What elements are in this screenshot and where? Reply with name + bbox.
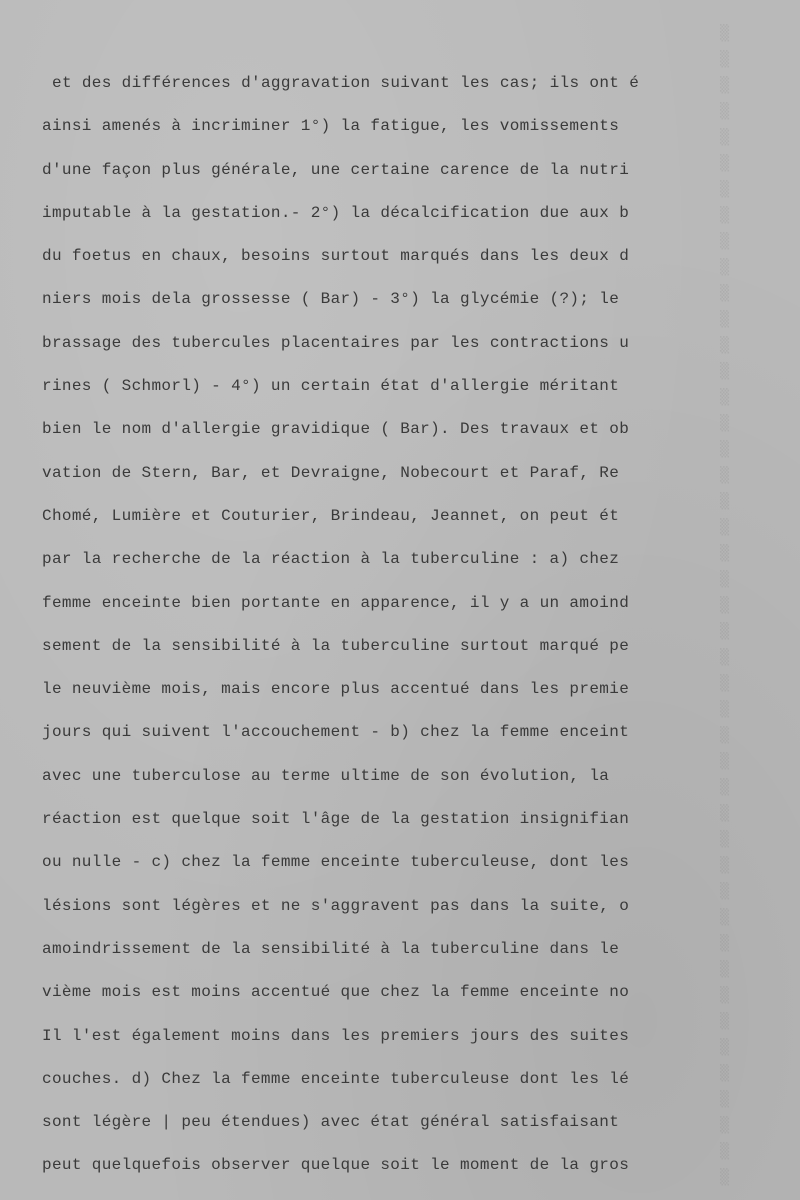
text-line: rines ( Schmorl) - 4°) un certain état d'allergie méritant <box>42 377 620 396</box>
typewritten-text-block <box>42 62 800 1188</box>
text-line: couches. d) Chez la femme enceinte tuberculeuse dont les lé <box>42 1069 630 1088</box>
text-line: le neuvième mois, mais encore plus accentué dans les premie <box>42 680 630 699</box>
text-line: peut quelquefois observer quelque soit le moment de la gros <box>42 1156 630 1175</box>
text-line: d'une façon plus générale, une certaine carence de la nutri <box>42 160 630 179</box>
text-line: amoindrissement de la sensibilité à la tuberculine dans le <box>42 939 620 958</box>
text-line: imputable à la gestation.- 2°) la décalcification due aux b <box>42 203 630 222</box>
text-line: femme enceinte bien portante en apparence, il y a un amoind <box>42 593 630 612</box>
text-line: par la recherche de la réaction à la tuberculine : a) chez <box>42 550 620 569</box>
text-line: brassage des tubercules placentaires par les contractions u <box>42 333 630 352</box>
bleed-through-texture: ▒ ▒ ▒ ▒ ▒ ▒ ▒ ▒ ▒ ▒ ▒ ▒ ▒ ▒ ▒ ▒ ▒ ▒ ▒ ▒ ▒ ▒ ▒ ▒ ▒ ▒ ▒ ▒ ▒ ▒ ▒ ▒ ▒ ▒ ▒ ▒ ▒ ▒ ▒ ▒ ▒ ▒ ▒ ▒ ▒ <box>720 24 730 1186</box>
text-line: du foetus en chaux, besoins surtout marqués dans les deux d <box>42 247 630 266</box>
text-line: bien le nom d'allergie gravidique ( Bar). Des travaux et ob <box>42 420 630 439</box>
text-line: lésions sont légères et ne s'aggravent pas dans la suite, o <box>42 896 630 915</box>
text-line: sont légère | peu étendues) avec état général satisfaisant <box>42 1113 620 1132</box>
text-line: ainsi amenés à incriminer 1°) la fatigue, les vomissements <box>42 117 620 136</box>
text-line: vation de Stern, Bar, et Devraigne, Nobecourt et Paraf, Re <box>42 463 620 482</box>
text-line: et des différences d'aggravation suivant les cas; ils ont é <box>52 74 640 92</box>
text-line: sement de la sensibilité à la tuberculine surtout marqué pe <box>42 636 630 655</box>
text-line: ou nulle - c) chez la femme enceinte tuberculeuse, dont les <box>42 853 630 872</box>
text-line: réaction est quelque soit l'âge de la gestation insignifian <box>42 810 630 829</box>
text-line: niers mois dela grossesse ( Bar) - 3°) la glycémie (?); le <box>42 290 620 309</box>
text-line: avec une tuberculose au terme ultime de son évolution, la <box>42 766 610 785</box>
text-line: Il l'est également moins dans les premiers jours des suites <box>42 1026 630 1045</box>
text-line: Chomé, Lumière et Couturier, Brindeau, Jeannet, on peut ét <box>42 506 620 525</box>
text-line: jours qui suivent l'accouchement - b) chez la femme enceint <box>42 723 630 742</box>
text-line: vième mois est moins accentué que chez la femme enceinte no <box>42 983 630 1002</box>
